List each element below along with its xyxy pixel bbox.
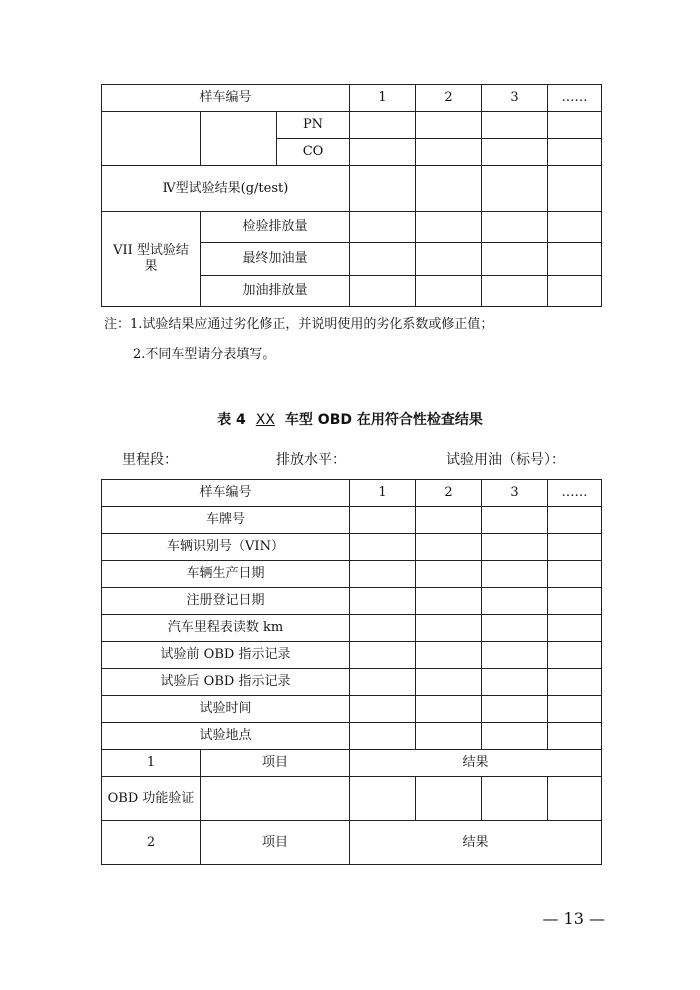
- fuel-label: 试验用油（标号）：: [446, 452, 565, 468]
- type7-row-label: 检验排放量: [201, 212, 350, 243]
- section-number: 1: [102, 750, 201, 777]
- caption-prefix: 表 4: [217, 412, 246, 428]
- section-item-label: 项目: [201, 750, 350, 777]
- header-col-2: 2: [416, 480, 482, 507]
- emission-label: 排放水平：: [276, 452, 346, 468]
- table-caption: [0, 409, 700, 429]
- pn-label: PN: [277, 112, 350, 139]
- header-label: 样车编号: [102, 85, 350, 112]
- row-label: 试验时间: [102, 696, 350, 723]
- type7-row-label: 加油排放量: [201, 276, 350, 307]
- section-item-label: 项目: [201, 821, 350, 865]
- header-col-3: 3: [482, 480, 548, 507]
- obd-function-label: OBD 功能验证: [102, 777, 201, 821]
- row-label: 车牌号: [102, 507, 350, 534]
- header-col-2: 2: [416, 85, 482, 112]
- header-col-1: 1: [350, 85, 416, 112]
- header-col-1: 1: [350, 480, 416, 507]
- row-label: 试验地点: [102, 723, 350, 750]
- header-col-more: ……: [548, 85, 602, 112]
- caption-suffix: 车型 OBD 在用符合性检查结果: [284, 412, 483, 428]
- row-label: 车辆识别号（VIN）: [102, 534, 350, 561]
- section-result-label: 结果: [350, 750, 602, 777]
- type7-row-label: 最终加油量: [201, 243, 350, 276]
- row-label: 汽车里程表读数 km: [102, 615, 350, 642]
- type7-result-label: VII 型试验结果: [102, 212, 201, 307]
- header-col-more: ……: [548, 480, 602, 507]
- row-label: 试验后 OBD 指示记录: [102, 669, 350, 696]
- blank-cell: [201, 112, 277, 166]
- header-label: 样车编号: [102, 480, 350, 507]
- note-2: 2.不同车型请分表填写。: [133, 347, 276, 362]
- obd-check-table: [101, 479, 602, 865]
- results-table: [101, 84, 602, 307]
- mileage-label: 里程段：: [122, 452, 178, 468]
- header-col-3: 3: [482, 85, 548, 112]
- co-label: CO: [277, 139, 350, 166]
- type4-result-label: Ⅳ型试验结果(g/test): [102, 166, 350, 212]
- row-label: 试验前 OBD 指示记录: [102, 642, 350, 669]
- blank-cell: [102, 112, 201, 166]
- row-label: 车辆生产日期: [102, 561, 350, 588]
- section-number: 2: [102, 821, 201, 865]
- caption-placeholder: XX: [255, 412, 275, 428]
- row-label: 注册登记日期: [102, 588, 350, 615]
- note-1: 注：1.试验结果应通过劣化修正，并说明使用的劣化系数或修正值；: [104, 317, 494, 332]
- page-number: — 13 —: [542, 909, 605, 928]
- section-result-label: 结果: [350, 821, 602, 865]
